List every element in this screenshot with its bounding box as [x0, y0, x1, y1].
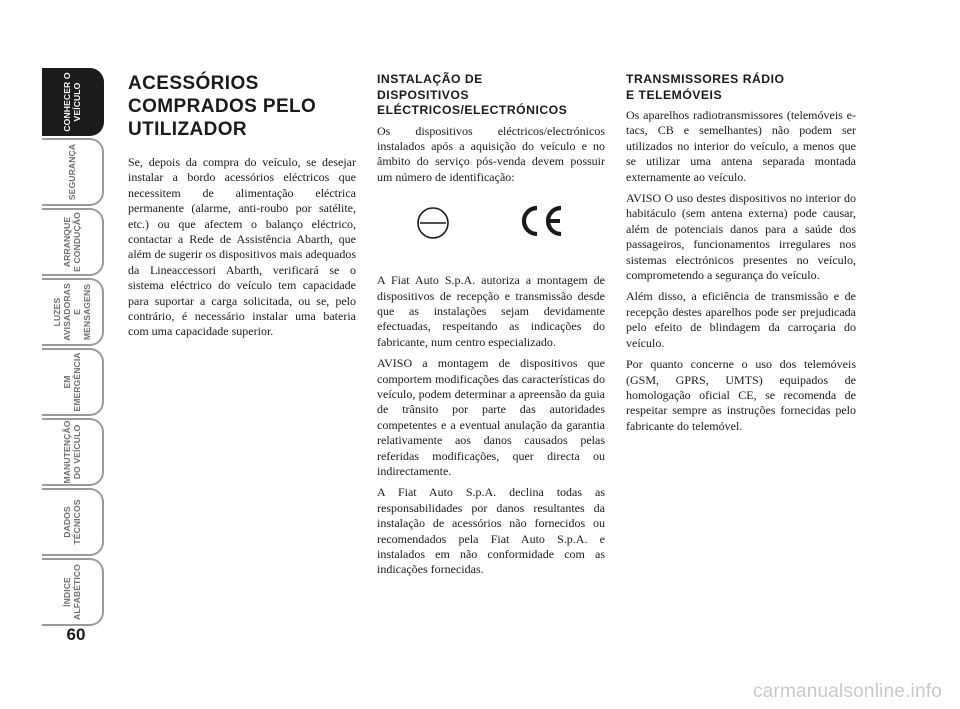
paragraph: Por quanto concerne o uso dos telemóveis (GSM, GPRS, UMTS) equipados de homologação oficial CE, se recomenda de respeitar sempre as instruções fornecidas pelo fabricante do telemóvel.	[626, 357, 856, 433]
paragraph: AVISO a montagem de dispositivos que comportem modificações das características do veículo, podem determinar a apreensão da guia de trânsito por parte das autoridades competentes e a eventual anulação da garantia relativamente aos danos causados pelas referidas modificações, quer directa ou indirectamente.	[377, 356, 605, 478]
section-title: TRANSMISSORES RÁDIO E TELEMÓVEIS	[626, 72, 785, 102]
tab-label: ÍNDICE ALFABÉTICO	[62, 564, 82, 620]
tab-label: SEGURANÇA	[67, 143, 77, 201]
paragraph: Os dispositivos eléctricos/electrónicos instalados após a aquisição do veículo e no âmbito do serviço pós-venda devem possuir um número de identificação:	[377, 123, 605, 184]
paragraph: Os aparelhos radiotransmissores (telemóveis e-tacs, CB e semelhantes) não podem ser utilizados no interior do veículo, a menos que se utilizar uma antena separada montada externamente ao veículo.	[626, 108, 856, 184]
tab-label: DADOS TÉCNICOS	[62, 499, 82, 545]
page-number: 60	[66, 625, 86, 644]
section-title: ACESSÓRIOS COMPRADOS PELO UTILIZADOR	[128, 73, 317, 140]
e-mark-icon	[415, 205, 451, 241]
paragraph: A Fiat Auto S.p.A. autoriza a montagem de dispositivos de recepção e transmissão desde que as instalações sejam devidamente efectuadas, respeitando as indicações do fabricante, num centro especializado.	[377, 273, 605, 349]
tab-seguranca[interactable]	[42, 138, 104, 206]
ce-mark-icon	[517, 203, 567, 239]
paragraph: Além disso, a eficiência de transmissão e de recepção destes aparelhos pode ser prejudicada pelo efeito de blindagem da carroçaria do veículo.	[626, 289, 856, 350]
tab-indice-alfabetico[interactable]	[42, 558, 104, 626]
column-radio-transmitters	[626, 72, 856, 440]
tab-manutencao-do-veiculo[interactable]	[42, 418, 104, 486]
paragraph: AVISO O uso destes dispositivos no interior do habitáculo (sem antena externa) pode causar, além de potenciais danos para a saúde dos passageiros, funcionamentos irregulares nos sistemas electrónicos presentes no veículo, comprometendo a segurança do veículo.	[626, 191, 856, 283]
tab-label: CONHECER O VEÍCULO	[62, 72, 82, 132]
column-device-installation	[377, 72, 605, 584]
tab-em-emergencia[interactable]	[42, 348, 104, 416]
column-accessories	[128, 72, 356, 346]
paragraph: A Fiat Auto S.p.A. declina todas as responsabilidades por danos resultantes da instalação de acessórios não fornecidos ou recomendados pela Fiat Auto S.p.A. e instalados em não conformidade com as indicações fornecidas.	[377, 485, 605, 577]
tab-conhecer-o-veiculo[interactable]	[42, 68, 104, 136]
section-title: INSTALAÇÃO DE DISPOSITIVOS ELÉCTRICOS/ELECTRÓNICOS	[377, 72, 568, 117]
tab-label: LUZES AVISADORAS E MENSAGENS	[52, 283, 92, 341]
identification-marks	[377, 191, 605, 267]
watermark: carmanualsonline.info	[752, 681, 942, 702]
tab-label: EM EMERGÊNCIA	[62, 352, 82, 412]
tab-label: MANUTENÇÃO DO VEÍCULO	[62, 420, 82, 484]
paragraph: Se, depois da compra do veículo, se desejar instalar a bordo acessórios eléctricos que necessitem de alimentação eléctrica permanente (alarme, anti-roubo por satélite, etc.) ou que afectem o balanço eléctrico, contactar a Rede de Assistência Abarth, que além de sugerir os dispositivos mais adequados da Lineaccessori Abarth, verificará se o sistema eléctrico do veículo tem capacidade para suportar a carga solicitada, ou se, pelo contrário, é necessário instalar uma bateria com uma capacidade superior.	[128, 155, 356, 339]
tab-dados-tecnicos[interactable]	[42, 488, 104, 556]
tab-label: ARRANQUE E CONDUÇÃO	[62, 212, 82, 272]
tab-luzes-avisadoras[interactable]	[42, 278, 104, 346]
tab-arranque-e-conducao[interactable]	[42, 208, 104, 276]
section-tabs	[42, 68, 104, 628]
